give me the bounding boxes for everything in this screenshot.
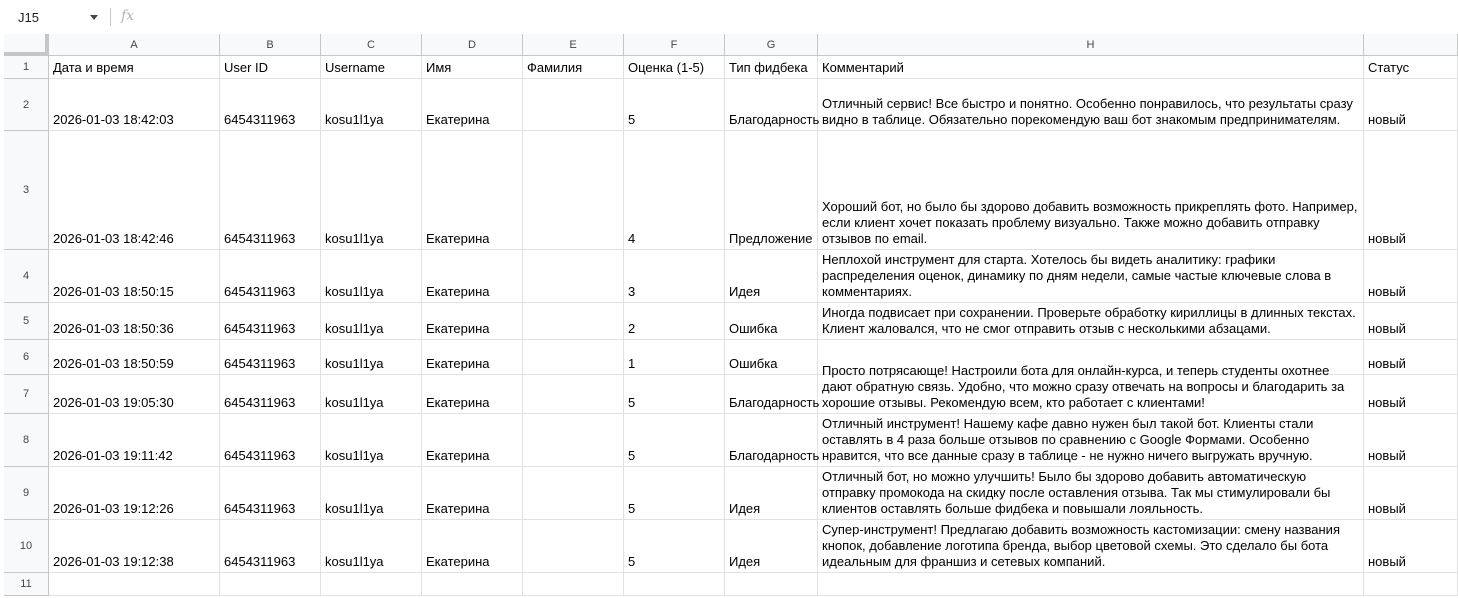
- cell-text: Екатерина: [426, 284, 490, 299]
- grid-cell[interactable]: [220, 250, 321, 303]
- grid-cell[interactable]: [725, 303, 818, 340]
- header-cell[interactable]: [49, 56, 220, 79]
- grid-cell[interactable]: [1364, 414, 1458, 467]
- cell-text: Статус: [1368, 60, 1410, 75]
- grid-cell[interactable]: [624, 250, 725, 303]
- grid-cell[interactable]: [523, 520, 624, 573]
- cell-text: Фамилия: [527, 60, 583, 75]
- row-header[interactable]: 6: [4, 340, 49, 375]
- cell-text: новый: [1368, 554, 1406, 569]
- cell-text: 6454311963: [224, 448, 296, 463]
- row-header[interactable]: 7: [4, 375, 49, 414]
- cell-text: Благодарность: [729, 112, 820, 127]
- column-header-d[interactable]: D: [422, 34, 523, 56]
- grid-cell[interactable]: [220, 375, 321, 414]
- cell-text: Отличный бот, но можно улучшить! Было бы здорово добавить автоматическую отправку промокода на скидку после оставления отзыва. Так мы стимулировали бы клиентов оставлять больше фидбека и повышали лояльность.: [822, 469, 1331, 516]
- cell-text: kosu1l1ya: [325, 231, 384, 246]
- cell-text: новый: [1368, 321, 1406, 336]
- grid-cell[interactable]: [725, 79, 818, 131]
- grid-cell[interactable]: [49, 303, 220, 340]
- row-header[interactable]: 11: [4, 573, 49, 596]
- grid-cell[interactable]: [422, 573, 523, 596]
- cell-text: Благодарность: [729, 448, 820, 463]
- grid-cell[interactable]: [725, 131, 818, 250]
- grid-cell[interactable]: [220, 573, 321, 596]
- grid-cell[interactable]: [1364, 573, 1458, 596]
- grid-cell[interactable]: [624, 520, 725, 573]
- cell-text: Иногда подвисает при сохранении. Проверьте обработку кириллицы в длинных текстах. Клиент жаловался, что не смог отправить отзыв с несколькими абзацами.: [822, 305, 1356, 336]
- cell-text: Ошибка: [729, 321, 778, 336]
- grid-cell[interactable]: [523, 340, 624, 375]
- grid-cell[interactable]: [725, 340, 818, 375]
- cell-text: Просто потрясающе! Настроили бота для онлайн-курса, и теперь студенты охотнее дают обратную связь. Удобно, что можно сразу отвечать на вопросы и благодарить за хорошие отзывы. Рекомендую всем, кто работает с клиентами!: [822, 363, 1345, 410]
- grid-cell[interactable]: [725, 520, 818, 573]
- formula-bar-divider: [110, 8, 111, 26]
- grid-cell[interactable]: [321, 79, 422, 131]
- cell-text: kosu1l1ya: [325, 356, 384, 371]
- grid-cell[interactable]: [49, 467, 220, 520]
- name-box-value: J15: [18, 10, 39, 25]
- cell-text: Ошибка: [729, 356, 778, 371]
- grid-cell[interactable]: [49, 340, 220, 375]
- grid-cell[interactable]: [624, 131, 725, 250]
- grid-cell[interactable]: [725, 467, 818, 520]
- select-all-corner[interactable]: [4, 34, 49, 56]
- grid-cell[interactable]: [523, 131, 624, 250]
- row-header[interactable]: 9: [4, 467, 49, 520]
- grid-cell[interactable]: [321, 131, 422, 250]
- cell-text: kosu1l1ya: [325, 448, 384, 463]
- cell-text: Username: [325, 60, 385, 75]
- cell-text: 6454311963: [224, 501, 296, 516]
- cell-text: Екатерина: [426, 356, 490, 371]
- cell-text: 6454311963: [224, 321, 296, 336]
- row-header[interactable]: 10: [4, 520, 49, 573]
- cell-text: 6454311963: [224, 284, 296, 299]
- cell-text: 5: [628, 448, 636, 463]
- grid-cell[interactable]: [422, 467, 523, 520]
- cell-text: 2026-01-03 19:12:38: [53, 554, 174, 569]
- cell-text: Отличный сервис! Все быстро и понятно. Особенно понравилось, что результаты сразу видно в таблице. Обязательно порекомендую ваш бот знакомым предпринимателям.: [822, 96, 1353, 127]
- grid-cell[interactable]: [624, 375, 725, 414]
- cell-text: Предложение: [729, 231, 813, 246]
- grid-cell[interactable]: [725, 573, 818, 596]
- grid-cell[interactable]: [624, 79, 725, 131]
- grid-cell[interactable]: [523, 467, 624, 520]
- cell-text: Екатерина: [426, 554, 490, 569]
- cell-text: Имя: [426, 60, 452, 75]
- cell-text: Благодарность: [729, 395, 820, 410]
- cell-text: Идея: [729, 501, 761, 516]
- cell-text: новый: [1368, 448, 1406, 463]
- column-header-c[interactable]: C: [321, 34, 422, 56]
- cell-text: kosu1l1ya: [325, 554, 384, 569]
- grid-cell[interactable]: [422, 520, 523, 573]
- cell-text: Отличный инструмент! Нашему кафе давно нужен был такой бот. Клиенты стали оставлять в 4 раза больше отзывов по сравнению с Google Формами. Особенно нравится, что все данные сразу в таблице - не нужно ничего выгружать вручную.: [822, 416, 1314, 463]
- cell-text: новый: [1368, 112, 1406, 127]
- grid-cell[interactable]: [220, 303, 321, 340]
- grid-cell[interactable]: [818, 414, 1364, 467]
- header-cell[interactable]: [624, 56, 725, 79]
- column-header-f[interactable]: F: [624, 34, 725, 56]
- grid-cell[interactable]: [725, 375, 818, 414]
- cell-text: 5: [628, 395, 636, 410]
- cell-text: Супер-инструмент! Предлагаю добавить возможность кастомизации: смену названия кнопок, добавление логотипа бренда, выбор цветовой схемы. Это сделало бы бота идеальным для франшиз и сетевых компаний.: [822, 522, 1340, 569]
- cell-text: 5: [628, 112, 636, 127]
- grid-cell[interactable]: [220, 79, 321, 131]
- grid-cell[interactable]: [624, 467, 725, 520]
- grid-cell[interactable]: [1364, 79, 1458, 131]
- grid-cell[interactable]: [220, 414, 321, 467]
- grid-cell[interactable]: [523, 303, 624, 340]
- cell-text: Дата и время: [53, 60, 134, 75]
- grid-cell[interactable]: [1364, 375, 1458, 414]
- grid-cell[interactable]: [818, 79, 1364, 131]
- cell-text: Екатерина: [426, 112, 490, 127]
- cell-text: Неплохой инструмент для старта. Хотелось бы видеть аналитику: графики распределения оценок, динамику по дням недели, самые частые ключевые слова в комментариях.: [822, 252, 1332, 299]
- cell-text: Оценка (1-5): [628, 60, 705, 75]
- grid-cell[interactable]: [49, 573, 220, 596]
- grid-cell[interactable]: [818, 467, 1364, 520]
- row-header[interactable]: 2: [4, 79, 49, 131]
- grid-cell[interactable]: [523, 375, 624, 414]
- row-header[interactable]: 1: [4, 56, 49, 79]
- column-header-g[interactable]: G: [725, 34, 818, 56]
- cell-text: kosu1l1ya: [325, 284, 384, 299]
- cell-text: 2026-01-03 18:42:03: [53, 112, 174, 127]
- cell-text: Идея: [729, 554, 761, 569]
- grid-cell[interactable]: [49, 520, 220, 573]
- cell-text: Екатерина: [426, 448, 490, 463]
- cell-text: Идея: [729, 284, 761, 299]
- fx-icon: fx: [121, 8, 135, 24]
- cell-text: новый: [1368, 284, 1406, 299]
- grid-cell[interactable]: [1364, 340, 1458, 375]
- header-cell[interactable]: [422, 56, 523, 79]
- grid-cell[interactable]: [818, 131, 1364, 250]
- header-cell[interactable]: [725, 56, 818, 79]
- grid-cell[interactable]: [321, 467, 422, 520]
- cell-text: новый: [1368, 501, 1406, 516]
- cell-text: 2026-01-03 18:50:15: [53, 284, 174, 299]
- spreadsheet-grid: [0, 34, 1458, 598]
- grid-cell[interactable]: [49, 131, 220, 250]
- cell-text: 5: [628, 501, 636, 516]
- grid-cell[interactable]: [422, 414, 523, 467]
- grid-cell[interactable]: [422, 131, 523, 250]
- row-header[interactable]: 8: [4, 414, 49, 467]
- cell-text: 6454311963: [224, 395, 296, 410]
- cell-text: Екатерина: [426, 395, 490, 410]
- header-cell[interactable]: [1364, 56, 1458, 79]
- grid-cell[interactable]: [523, 79, 624, 131]
- column-header-h[interactable]: H: [818, 34, 1364, 56]
- cell-text: новый: [1368, 231, 1406, 246]
- grid-cell[interactable]: [725, 414, 818, 467]
- grid-cell[interactable]: [523, 250, 624, 303]
- grid-cell[interactable]: [1364, 250, 1458, 303]
- cell-text: 1: [628, 356, 636, 371]
- grid-cell[interactable]: [818, 573, 1364, 596]
- cell-text: 2026-01-03 18:50:59: [53, 356, 174, 371]
- cell-text: kosu1l1ya: [325, 112, 384, 127]
- cell-text: 2026-01-03 19:05:30: [53, 395, 174, 410]
- grid-cell[interactable]: [422, 303, 523, 340]
- cell-text: 6454311963: [224, 554, 296, 569]
- grid-cell[interactable]: [422, 79, 523, 131]
- cell-text: User ID: [224, 60, 269, 75]
- grid-cell[interactable]: [624, 414, 725, 467]
- grid-cell[interactable]: [1364, 303, 1458, 340]
- grid-cell[interactable]: [422, 250, 523, 303]
- cell-text: 2026-01-03 19:11:42: [53, 448, 173, 463]
- grid-cell[interactable]: [624, 573, 725, 596]
- grid-cell[interactable]: [321, 340, 422, 375]
- cell-text: kosu1l1ya: [325, 321, 384, 336]
- header-cell[interactable]: [523, 56, 624, 79]
- cell-text: 2026-01-03 18:50:36: [53, 321, 174, 336]
- cell-text: 6454311963: [224, 356, 296, 371]
- grid-cell[interactable]: [1364, 520, 1458, 573]
- cell-text: 2026-01-03 18:42:46: [53, 231, 174, 246]
- grid-cell[interactable]: [220, 131, 321, 250]
- cell-text: 6454311963: [224, 112, 296, 127]
- grid-cell[interactable]: [321, 414, 422, 467]
- row-header[interactable]: 5: [4, 303, 49, 340]
- cell-text: Комментарий: [822, 60, 904, 75]
- grid-cell[interactable]: [1364, 467, 1458, 520]
- grid-cell[interactable]: [49, 375, 220, 414]
- cell-text: 5: [628, 554, 636, 569]
- grid-cell[interactable]: [818, 363, 1364, 414]
- grid-cell[interactable]: [624, 303, 725, 340]
- grid-cell[interactable]: [818, 303, 1364, 340]
- name-box[interactable]: [4, 5, 100, 29]
- cell-text: новый: [1368, 356, 1406, 371]
- grid-cell[interactable]: [49, 414, 220, 467]
- cell-text: новый: [1368, 395, 1406, 410]
- grid-cell[interactable]: [321, 375, 422, 414]
- header-cell[interactable]: [818, 56, 1364, 79]
- cell-text: kosu1l1ya: [325, 501, 384, 516]
- row-header[interactable]: 3: [4, 131, 49, 250]
- cell-text: 6454311963: [224, 231, 296, 246]
- cell-text: 2: [628, 321, 636, 336]
- grid-cell[interactable]: [422, 375, 523, 414]
- grid-cell[interactable]: [321, 573, 422, 596]
- cell-text: kosu1l1ya: [325, 395, 384, 410]
- grid-cell[interactable]: [725, 250, 818, 303]
- grid-cell[interactable]: [624, 340, 725, 375]
- cell-text: 4: [628, 231, 636, 246]
- cell-text: Хороший бот, но было бы здорово добавить возможность прикреплять фото. Например, если клиент хочет показать проблему визуально. Также можно добавить отправку отзывов по email.: [822, 199, 1358, 246]
- grid-cell[interactable]: [422, 340, 523, 375]
- grid-cell[interactable]: [818, 520, 1364, 573]
- cell-text: Тип фидбека: [729, 60, 808, 75]
- cell-text: Екатерина: [426, 321, 490, 336]
- cell-text: 2026-01-03 19:12:26: [53, 501, 174, 516]
- grid-cell[interactable]: [321, 303, 422, 340]
- grid-cell[interactable]: [1364, 131, 1458, 250]
- column-header-blank[interactable]: [1364, 34, 1458, 56]
- row-header[interactable]: 4: [4, 250, 49, 303]
- formula-bar: [0, 0, 1458, 34]
- header-cell[interactable]: [220, 56, 321, 79]
- cell-text: 3: [628, 284, 636, 299]
- grid-cell[interactable]: [49, 250, 220, 303]
- grid-cell[interactable]: [321, 520, 422, 573]
- grid-cell[interactable]: [523, 414, 624, 467]
- column-header-b[interactable]: B: [220, 34, 321, 56]
- grid-cell[interactable]: [220, 340, 321, 375]
- formula-input[interactable]: [146, 5, 1446, 29]
- grid-cell[interactable]: [220, 520, 321, 573]
- grid-cell[interactable]: [321, 250, 422, 303]
- grid-cell[interactable]: [220, 467, 321, 520]
- chevron-down-icon[interactable]: [90, 15, 98, 20]
- cell-text: Екатерина: [426, 231, 490, 246]
- cell-text: Екатерина: [426, 501, 490, 516]
- column-header-a[interactable]: A: [49, 34, 220, 56]
- grid-cell[interactable]: [49, 79, 220, 131]
- grid-cell[interactable]: [818, 250, 1364, 303]
- column-header-e[interactable]: E: [523, 34, 624, 56]
- header-cell[interactable]: [321, 56, 422, 79]
- grid-cell[interactable]: [523, 573, 624, 596]
